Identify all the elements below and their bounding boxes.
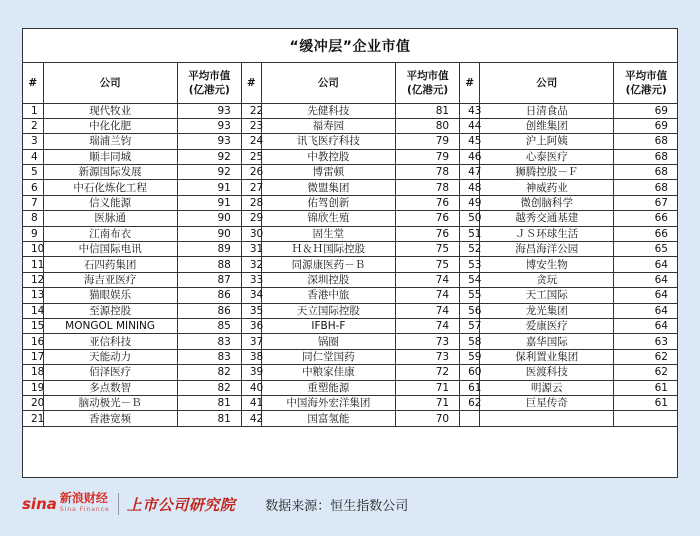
company-cell: 香港中旅 bbox=[261, 288, 395, 303]
value-cell: 91 bbox=[177, 195, 241, 210]
rank-cell: 29 bbox=[241, 211, 261, 226]
rank-cell: 10 bbox=[23, 242, 43, 257]
company-cell: 医渡科技 bbox=[480, 365, 614, 380]
value-cell: 79 bbox=[396, 149, 460, 164]
company-cell: MONGOL MINING bbox=[43, 318, 177, 333]
value-cell: 93 bbox=[177, 118, 241, 133]
value-cell: 86 bbox=[177, 303, 241, 318]
company-cell: 深圳控股 bbox=[261, 272, 395, 287]
company-cell: 海昌海洋公园 bbox=[480, 242, 614, 257]
rank-cell: 21 bbox=[23, 411, 43, 426]
company-cell: 多点数智 bbox=[43, 380, 177, 395]
table-row bbox=[23, 211, 678, 226]
table-row bbox=[23, 195, 678, 210]
rank-cell: 52 bbox=[460, 242, 480, 257]
value-cell: 65 bbox=[614, 242, 678, 257]
rank-cell: 24 bbox=[241, 134, 261, 149]
company-cell: 锅圈 bbox=[261, 334, 395, 349]
value-cell: 74 bbox=[396, 318, 460, 333]
company-cell: 先健科技 bbox=[261, 103, 395, 118]
table-card bbox=[22, 28, 678, 478]
value-cell: 66 bbox=[614, 211, 678, 226]
value-cell: 81 bbox=[177, 395, 241, 410]
table-row bbox=[23, 103, 678, 118]
table-header-row bbox=[23, 63, 678, 103]
company-cell: 中石化炼化工程 bbox=[43, 180, 177, 195]
table-row bbox=[23, 411, 678, 426]
rank-cell: 30 bbox=[241, 226, 261, 241]
rank-cell: 13 bbox=[23, 288, 43, 303]
value-cell: 70 bbox=[396, 411, 460, 426]
rank-cell: 23 bbox=[241, 118, 261, 133]
company-cell: 天工国际 bbox=[480, 288, 614, 303]
rank-cell: 43 bbox=[460, 103, 480, 118]
header-name: 公司 bbox=[261, 63, 395, 103]
table-row bbox=[23, 334, 678, 349]
company-cell: 创维集团 bbox=[480, 118, 614, 133]
rank-cell: 42 bbox=[241, 411, 261, 426]
company-cell: 固生堂 bbox=[261, 226, 395, 241]
company-cell: 中粮家佳康 bbox=[261, 365, 395, 380]
rank-cell: 27 bbox=[241, 180, 261, 195]
company-cell: 瑞浦兰钧 bbox=[43, 134, 177, 149]
value-cell: 64 bbox=[614, 318, 678, 333]
company-cell: 佑驾创新 bbox=[261, 195, 395, 210]
value-cell: 82 bbox=[177, 380, 241, 395]
company-cell: 博雷顿 bbox=[261, 165, 395, 180]
value-cell: 82 bbox=[177, 365, 241, 380]
rank-cell: 34 bbox=[241, 288, 261, 303]
table-row bbox=[23, 165, 678, 180]
rank-cell: 8 bbox=[23, 211, 43, 226]
table-row bbox=[23, 272, 678, 287]
table-row bbox=[23, 226, 678, 241]
header-num: # bbox=[23, 63, 43, 103]
rank-cell: 6 bbox=[23, 180, 43, 195]
company-cell: 佰泽医疗 bbox=[43, 365, 177, 380]
rank-cell: 20 bbox=[23, 395, 43, 410]
company-cell: 天立国际控股 bbox=[261, 303, 395, 318]
value-cell: 68 bbox=[614, 180, 678, 195]
table-row bbox=[23, 303, 678, 318]
company-cell: 贪玩 bbox=[480, 272, 614, 287]
rank-cell: 56 bbox=[460, 303, 480, 318]
rank-cell: 32 bbox=[241, 257, 261, 272]
rank-cell: 4 bbox=[23, 149, 43, 164]
rank-cell: 25 bbox=[241, 149, 261, 164]
rank-cell: 59 bbox=[460, 349, 480, 364]
rank-cell: 1 bbox=[23, 103, 43, 118]
logo-divider bbox=[118, 493, 119, 515]
value-cell: 87 bbox=[177, 272, 241, 287]
company-cell: 讯飞医疗科技 bbox=[261, 134, 395, 149]
rank-cell: 57 bbox=[460, 318, 480, 333]
rank-cell: 35 bbox=[241, 303, 261, 318]
data-source: 数据来源：恒生指数公司 bbox=[265, 498, 409, 514]
market-cap-table bbox=[23, 63, 678, 427]
rank-cell: 47 bbox=[460, 165, 480, 180]
rank-cell: 37 bbox=[241, 334, 261, 349]
rank-cell: 9 bbox=[23, 226, 43, 241]
company-cell: 心泰医疗 bbox=[480, 149, 614, 164]
company-cell: 日清食品 bbox=[480, 103, 614, 118]
rank-cell: 19 bbox=[23, 380, 43, 395]
rank-cell: 31 bbox=[241, 242, 261, 257]
value-cell bbox=[614, 411, 678, 426]
rank-cell: 33 bbox=[241, 272, 261, 287]
rank-cell: 14 bbox=[23, 303, 43, 318]
company-cell: 海吉亚医疗 bbox=[43, 272, 177, 287]
rank-cell: 28 bbox=[241, 195, 261, 210]
rank-cell: 45 bbox=[460, 134, 480, 149]
value-cell: 80 bbox=[396, 118, 460, 133]
rank-cell: 22 bbox=[241, 103, 261, 118]
table-row bbox=[23, 242, 678, 257]
company-cell: 重塑能源 bbox=[261, 380, 395, 395]
value-cell: 76 bbox=[396, 195, 460, 210]
company-cell: 同仁堂国药 bbox=[261, 349, 395, 364]
value-cell: 76 bbox=[396, 226, 460, 241]
table-row bbox=[23, 365, 678, 380]
value-cell: 68 bbox=[614, 149, 678, 164]
company-cell: 微盟集团 bbox=[261, 180, 395, 195]
table-row bbox=[23, 380, 678, 395]
company-cell: 保利置业集团 bbox=[480, 349, 614, 364]
company-cell: 中教控股 bbox=[261, 149, 395, 164]
company-cell: 顺丰同城 bbox=[43, 149, 177, 164]
rank-cell: 15 bbox=[23, 318, 43, 333]
company-cell bbox=[480, 411, 614, 426]
value-cell: 78 bbox=[396, 165, 460, 180]
value-cell: 88 bbox=[177, 257, 241, 272]
value-cell: 64 bbox=[614, 288, 678, 303]
value-cell: 74 bbox=[396, 272, 460, 287]
company-cell: 江南布衣 bbox=[43, 226, 177, 241]
company-cell: 亚信科技 bbox=[43, 334, 177, 349]
value-cell: 68 bbox=[614, 165, 678, 180]
value-cell: 92 bbox=[177, 149, 241, 164]
rank-cell: 16 bbox=[23, 334, 43, 349]
rank-cell: 54 bbox=[460, 272, 480, 287]
value-cell: 93 bbox=[177, 103, 241, 118]
institute-logo: 上市公司研究院 bbox=[126, 495, 236, 514]
rank-cell: 62 bbox=[460, 395, 480, 410]
rank-cell: 26 bbox=[241, 165, 261, 180]
value-cell: 79 bbox=[396, 134, 460, 149]
rank-cell: 38 bbox=[241, 349, 261, 364]
rank-cell: 60 bbox=[460, 365, 480, 380]
company-cell: 龙光集团 bbox=[480, 303, 614, 318]
rank-cell: 7 bbox=[23, 195, 43, 210]
table-row bbox=[23, 349, 678, 364]
company-cell: 福寿园 bbox=[261, 118, 395, 133]
company-cell: 嘉华国际 bbox=[480, 334, 614, 349]
rank-cell: 2 bbox=[23, 118, 43, 133]
company-cell: ＪＳ环球生活 bbox=[480, 226, 614, 241]
rank-cell: 55 bbox=[460, 288, 480, 303]
value-cell: 63 bbox=[614, 334, 678, 349]
header-name: 公司 bbox=[480, 63, 614, 103]
value-cell: 71 bbox=[396, 380, 460, 395]
table-row bbox=[23, 318, 678, 333]
rank-cell: 40 bbox=[241, 380, 261, 395]
company-cell: 博安生物 bbox=[480, 257, 614, 272]
sina-finance-logo bbox=[22, 492, 110, 516]
value-cell: 71 bbox=[396, 395, 460, 410]
rank-cell: 44 bbox=[460, 118, 480, 133]
company-cell: 狮腾控股－Ｆ bbox=[480, 165, 614, 180]
table-title: “缓冲层”企业市值 bbox=[23, 29, 677, 63]
value-cell: 69 bbox=[614, 118, 678, 133]
company-cell: 微创脑科学 bbox=[480, 195, 614, 210]
table-row bbox=[23, 118, 678, 133]
rank-cell: 11 bbox=[23, 257, 43, 272]
value-cell: 91 bbox=[177, 180, 241, 195]
rank-cell: 46 bbox=[460, 149, 480, 164]
value-cell: 73 bbox=[396, 349, 460, 364]
company-cell: 锦欣生殖 bbox=[261, 211, 395, 226]
value-cell: 83 bbox=[177, 334, 241, 349]
value-cell: 90 bbox=[177, 226, 241, 241]
company-cell: 香港宽频 bbox=[43, 411, 177, 426]
value-cell: 93 bbox=[177, 134, 241, 149]
sina-logo-text: sina bbox=[22, 495, 57, 513]
value-cell: 89 bbox=[177, 242, 241, 257]
company-cell: 猫眼娱乐 bbox=[43, 288, 177, 303]
value-cell: 81 bbox=[177, 411, 241, 426]
value-cell: 76 bbox=[396, 211, 460, 226]
table-row bbox=[23, 180, 678, 195]
value-cell: 62 bbox=[614, 365, 678, 380]
company-cell: 越秀交通基建 bbox=[480, 211, 614, 226]
value-cell: 74 bbox=[396, 288, 460, 303]
rank-cell: 58 bbox=[460, 334, 480, 349]
footer bbox=[22, 490, 678, 518]
company-cell: 天能动力 bbox=[43, 349, 177, 364]
company-cell: 同源康医药－Ｂ bbox=[261, 257, 395, 272]
rank-cell: 12 bbox=[23, 272, 43, 287]
rank-cell: 39 bbox=[241, 365, 261, 380]
value-cell: 74 bbox=[396, 303, 460, 318]
rank-cell bbox=[460, 411, 480, 426]
company-cell: 神威药业 bbox=[480, 180, 614, 195]
rank-cell: 48 bbox=[460, 180, 480, 195]
value-cell: 64 bbox=[614, 257, 678, 272]
company-cell: 中化化肥 bbox=[43, 118, 177, 133]
value-cell: 68 bbox=[614, 134, 678, 149]
header-name: 公司 bbox=[43, 63, 177, 103]
value-cell: 73 bbox=[396, 334, 460, 349]
table-row bbox=[23, 149, 678, 164]
value-cell: 92 bbox=[177, 165, 241, 180]
value-cell: 64 bbox=[614, 303, 678, 318]
value-cell: 81 bbox=[396, 103, 460, 118]
value-cell: 78 bbox=[396, 180, 460, 195]
table-row bbox=[23, 257, 678, 272]
company-cell: 脑动极光－Ｂ bbox=[43, 395, 177, 410]
value-cell: 85 bbox=[177, 318, 241, 333]
value-cell: 64 bbox=[614, 272, 678, 287]
value-cell: 86 bbox=[177, 288, 241, 303]
header-value: 平均市值 (亿港元) bbox=[177, 63, 241, 103]
company-cell: 至源控股 bbox=[43, 303, 177, 318]
sina-cn-name: 新浪财经 bbox=[59, 491, 108, 505]
company-cell: 中信国际电讯 bbox=[43, 242, 177, 257]
header-value: 平均市值 (亿港元) bbox=[396, 63, 460, 103]
header-num: # bbox=[241, 63, 261, 103]
rank-cell: 50 bbox=[460, 211, 480, 226]
company-cell: 中国海外宏洋集团 bbox=[261, 395, 395, 410]
value-cell: 83 bbox=[177, 349, 241, 364]
value-cell: 75 bbox=[396, 242, 460, 257]
company-cell: Ｈ＆Ｈ国际控股 bbox=[261, 242, 395, 257]
company-cell: 沪上阿姨 bbox=[480, 134, 614, 149]
company-cell: 爱康医疗 bbox=[480, 318, 614, 333]
company-cell: IFBH-F bbox=[261, 318, 395, 333]
company-cell: 明源云 bbox=[480, 380, 614, 395]
value-cell: 72 bbox=[396, 365, 460, 380]
rank-cell: 49 bbox=[460, 195, 480, 210]
rank-cell: 41 bbox=[241, 395, 261, 410]
value-cell: 67 bbox=[614, 195, 678, 210]
company-cell: 国富氢能 bbox=[261, 411, 395, 426]
rank-cell: 53 bbox=[460, 257, 480, 272]
company-cell: 现代牧业 bbox=[43, 103, 177, 118]
value-cell: 69 bbox=[614, 103, 678, 118]
rank-cell: 3 bbox=[23, 134, 43, 149]
value-cell: 61 bbox=[614, 380, 678, 395]
company-cell: 信义能源 bbox=[43, 195, 177, 210]
value-cell: 66 bbox=[614, 226, 678, 241]
table-row bbox=[23, 395, 678, 410]
table-row bbox=[23, 134, 678, 149]
header-num: # bbox=[460, 63, 480, 103]
value-cell: 61 bbox=[614, 395, 678, 410]
company-cell: 医脉通 bbox=[43, 211, 177, 226]
rank-cell: 61 bbox=[460, 380, 480, 395]
company-cell: 新源国际发展 bbox=[43, 165, 177, 180]
company-cell: 石四药集团 bbox=[43, 257, 177, 272]
rank-cell: 51 bbox=[460, 226, 480, 241]
value-cell: 90 bbox=[177, 211, 241, 226]
value-cell: 75 bbox=[396, 257, 460, 272]
header-value: 平均市值 (亿港元) bbox=[614, 63, 678, 103]
value-cell: 62 bbox=[614, 349, 678, 364]
rank-cell: 18 bbox=[23, 365, 43, 380]
table-row bbox=[23, 288, 678, 303]
company-cell: 巨星传奇 bbox=[480, 395, 614, 410]
rank-cell: 36 bbox=[241, 318, 261, 333]
rank-cell: 5 bbox=[23, 165, 43, 180]
rank-cell: 17 bbox=[23, 349, 43, 364]
sina-sub-name: Sina Finance bbox=[59, 506, 110, 513]
